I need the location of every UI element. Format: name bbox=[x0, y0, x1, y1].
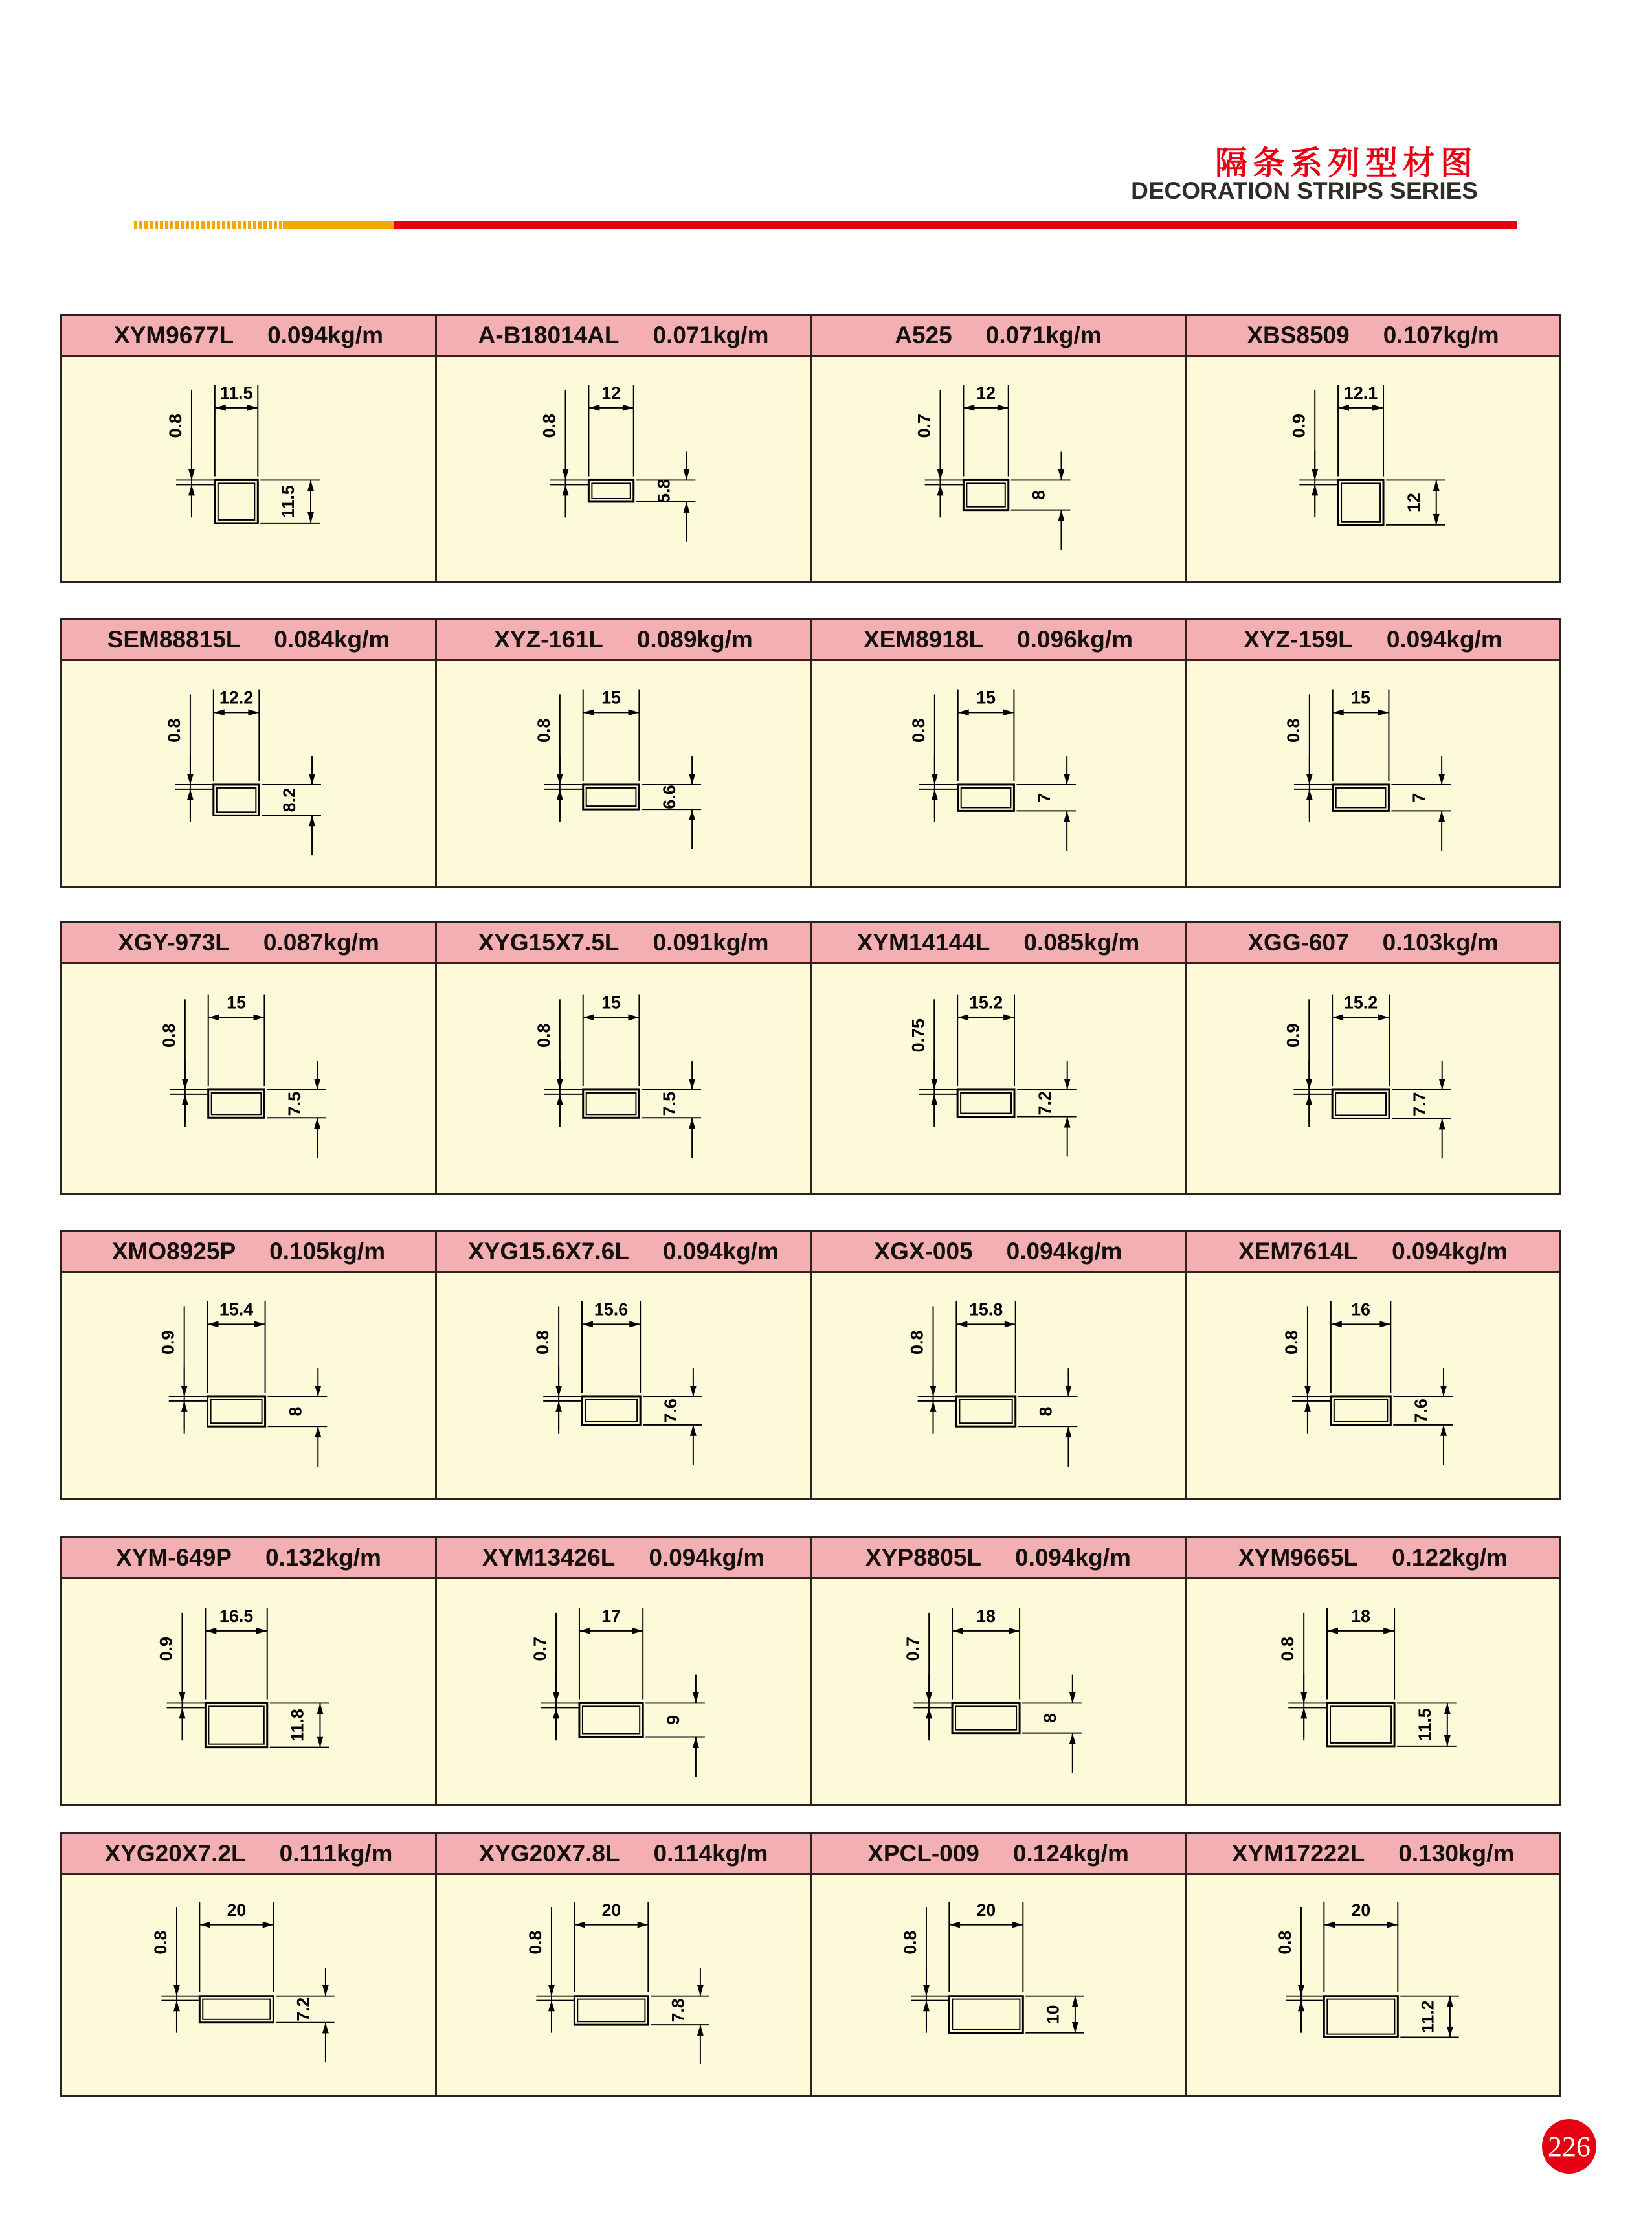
model-label: XBS8509 bbox=[1247, 322, 1350, 348]
height-dim-label: 7.5 bbox=[660, 1091, 680, 1116]
height-dim-label: 9 bbox=[664, 1714, 684, 1725]
profile-row bbox=[60, 921, 1561, 1195]
profile-outline bbox=[582, 1397, 640, 1425]
page-number-badge bbox=[1542, 2119, 1596, 2174]
cell-body bbox=[62, 1273, 435, 1498]
model-label: A525 bbox=[895, 322, 952, 348]
profile-drawing bbox=[812, 964, 1185, 1193]
cell-body bbox=[812, 661, 1185, 886]
profile-inner-wall bbox=[1335, 1093, 1386, 1116]
profile-cell bbox=[812, 1834, 1187, 2095]
profile-outline bbox=[199, 1996, 273, 2023]
weight-label: 0.071kg/m bbox=[653, 322, 769, 348]
cell-header bbox=[437, 620, 810, 661]
dimension-lines bbox=[1292, 1301, 1453, 1465]
profile-cell bbox=[437, 1232, 812, 1498]
profile-drawing bbox=[437, 964, 810, 1193]
model-label: XYM17222L bbox=[1231, 1840, 1365, 1867]
width-dim-label: 11.5 bbox=[219, 383, 253, 403]
profile-outline bbox=[205, 1703, 267, 1747]
height-dim-label: 8 bbox=[1029, 490, 1049, 500]
weight-label: 0.087kg/m bbox=[263, 929, 379, 956]
cell-body bbox=[812, 1273, 1185, 1498]
wall-dim-label: 0.8 bbox=[533, 718, 553, 743]
wall-dim-label: 0.9 bbox=[158, 1330, 178, 1355]
profile-row bbox=[60, 1832, 1561, 2097]
height-dim-label: 8 bbox=[285, 1406, 306, 1417]
profile-drawing bbox=[812, 1875, 1185, 2095]
profile-outline bbox=[949, 1996, 1023, 2033]
width-dim-label: 15.2 bbox=[968, 993, 1003, 1013]
width-dim-label: 20 bbox=[1351, 1900, 1371, 1920]
width-dim-label: 20 bbox=[601, 1900, 621, 1920]
cell-body bbox=[1187, 357, 1559, 581]
profile-drawing bbox=[62, 1273, 435, 1498]
height-dim-label: 7.6 bbox=[660, 1399, 680, 1423]
cell-body bbox=[812, 964, 1185, 1193]
cell-header bbox=[62, 1232, 435, 1273]
dimension-lines bbox=[1294, 689, 1451, 851]
profile-cell bbox=[62, 620, 437, 886]
model-label: XYP8805L bbox=[865, 1544, 981, 1571]
height-dim-label: 7.8 bbox=[668, 1998, 688, 2023]
profile-cell bbox=[62, 316, 437, 581]
dimension-lines bbox=[913, 1608, 1081, 1773]
profile-row bbox=[60, 314, 1561, 583]
wall-dim-label: 0.8 bbox=[900, 1930, 921, 1955]
profile-cell bbox=[1187, 1232, 1559, 1498]
profile-outline bbox=[583, 1090, 640, 1118]
profile-drawing bbox=[437, 661, 810, 886]
profile-drawing bbox=[812, 1579, 1185, 1804]
dimension-lines bbox=[919, 689, 1076, 851]
profile-outline bbox=[957, 1090, 1014, 1117]
width-dim-label: 20 bbox=[227, 1900, 247, 1920]
profile-inner-wall bbox=[211, 1400, 262, 1423]
model-label: XYM-649P bbox=[116, 1544, 232, 1571]
width-dim-label: 18 bbox=[976, 1606, 996, 1626]
profile-outline bbox=[574, 1996, 648, 2025]
cell-body bbox=[62, 964, 435, 1193]
cell-header bbox=[812, 1232, 1185, 1273]
page-title-english: DECORATION STRIPS SERIES bbox=[1131, 177, 1478, 204]
profile-inner-wall bbox=[218, 483, 255, 520]
dimension-lines bbox=[550, 385, 696, 542]
wall-dim-label: 0.8 bbox=[526, 1930, 546, 1955]
profile-outline bbox=[579, 1703, 643, 1737]
cell-body bbox=[62, 1579, 435, 1804]
profile-drawing bbox=[1187, 357, 1559, 581]
profile-inner-wall bbox=[217, 788, 256, 812]
profile-cell bbox=[437, 1538, 812, 1804]
profile-cell bbox=[62, 1834, 437, 2095]
width-dim-label: 20 bbox=[976, 1900, 996, 1920]
width-dim-label: 16 bbox=[1351, 1299, 1371, 1320]
profile-inner-wall bbox=[955, 1706, 1016, 1729]
height-dim-label: 11.2 bbox=[1418, 2000, 1438, 2033]
dimension-lines bbox=[175, 689, 321, 855]
width-dim-label: 12 bbox=[976, 383, 996, 403]
cell-header bbox=[812, 1834, 1185, 1875]
profile-row bbox=[60, 1230, 1561, 1500]
weight-label: 0.094kg/m bbox=[267, 322, 384, 348]
dimension-lines bbox=[1299, 385, 1445, 525]
weight-label: 0.071kg/m bbox=[985, 322, 1102, 348]
cell-body bbox=[62, 661, 435, 886]
cell-body bbox=[1187, 1579, 1559, 1804]
profile-outline bbox=[1327, 1703, 1394, 1746]
wall-dim-label: 0.7 bbox=[530, 1637, 550, 1661]
dimension-lines bbox=[176, 385, 320, 523]
profile-outline bbox=[1338, 480, 1383, 524]
profile-outline bbox=[214, 785, 260, 815]
profile-outline bbox=[1333, 785, 1389, 811]
width-dim-label: 12.1 bbox=[1343, 383, 1378, 403]
cell-header bbox=[62, 1538, 435, 1579]
profile-inner-wall bbox=[959, 1400, 1012, 1423]
profile-cell bbox=[812, 923, 1187, 1193]
profile-outline bbox=[963, 480, 1008, 510]
width-dim-label: 12.2 bbox=[219, 688, 254, 708]
profile-drawing bbox=[812, 357, 1185, 581]
width-dim-label: 15 bbox=[976, 688, 996, 708]
cell-body bbox=[437, 1579, 810, 1804]
profile-cell bbox=[62, 1538, 437, 1804]
wall-dim-label: 0.8 bbox=[164, 718, 184, 743]
profile-cell bbox=[62, 923, 437, 1193]
cell-header bbox=[437, 923, 810, 964]
profile-cell bbox=[1187, 923, 1559, 1193]
dimension-lines bbox=[169, 1301, 327, 1467]
height-dim-label: 8 bbox=[1040, 1713, 1060, 1724]
profile-outline bbox=[208, 1397, 265, 1426]
cell-body bbox=[437, 661, 810, 886]
height-dim-label: 7.5 bbox=[285, 1091, 305, 1116]
profile-drawing bbox=[62, 357, 435, 581]
profile-outline bbox=[1331, 1397, 1390, 1425]
weight-label: 0.094kg/m bbox=[1386, 626, 1502, 653]
profile-drawing bbox=[1187, 964, 1559, 1193]
wall-dim-label: 0.8 bbox=[1278, 1637, 1298, 1661]
profile-drawing bbox=[62, 964, 435, 1193]
profile-cell bbox=[62, 1232, 437, 1498]
profile-inner-wall bbox=[1327, 1999, 1394, 2034]
profile-cell bbox=[437, 316, 812, 581]
dimension-lines bbox=[925, 385, 1071, 550]
height-dim-label: 5.8 bbox=[654, 478, 674, 503]
model-label: XGY-973L bbox=[118, 929, 230, 956]
weight-label: 0.105kg/m bbox=[269, 1238, 386, 1265]
profile-drawing bbox=[1187, 661, 1559, 886]
profile-inner-wall bbox=[592, 483, 630, 499]
profile-outline bbox=[215, 480, 258, 523]
weight-label: 0.085kg/m bbox=[1023, 929, 1140, 956]
model-label: XYM9665L bbox=[1238, 1544, 1359, 1571]
cell-header bbox=[62, 1834, 435, 1875]
model-label: XYG20X7.8L bbox=[478, 1840, 620, 1867]
weight-label: 0.114kg/m bbox=[653, 1840, 768, 1867]
weight-label: 0.089kg/m bbox=[636, 626, 753, 653]
model-label: SEM88815L bbox=[107, 626, 241, 653]
wall-dim-label: 0.9 bbox=[1283, 1023, 1303, 1048]
wall-dim-label: 0.8 bbox=[1283, 718, 1303, 743]
dimension-lines bbox=[541, 1608, 705, 1777]
wall-dim-label: 0.8 bbox=[1275, 1930, 1295, 1955]
profile-inner-wall bbox=[586, 788, 636, 806]
profile-row bbox=[60, 1536, 1561, 1806]
model-label: XYG15.6X7.6L bbox=[468, 1238, 629, 1265]
dimension-lines bbox=[544, 994, 701, 1158]
width-dim-label: 18 bbox=[1351, 1606, 1371, 1626]
wall-dim-label: 0.8 bbox=[1282, 1330, 1302, 1355]
cell-header bbox=[1187, 923, 1559, 964]
model-label: XGX-005 bbox=[874, 1238, 973, 1265]
dimension-lines bbox=[543, 1301, 702, 1465]
width-dim-label: 15 bbox=[601, 688, 621, 708]
profile-inner-wall bbox=[1330, 1706, 1391, 1743]
width-dim-label: 15 bbox=[1351, 688, 1371, 708]
cell-header bbox=[1187, 1538, 1559, 1579]
model-label: XYG15X7.5L bbox=[478, 929, 620, 956]
weight-label: 0.107kg/m bbox=[1383, 322, 1499, 348]
profile-inner-wall bbox=[577, 1999, 645, 2022]
page-title-chinese: 隔条系列型材图 bbox=[1215, 145, 1478, 181]
model-label: XYM14144L bbox=[856, 929, 990, 956]
profile-drawing bbox=[812, 661, 1185, 886]
dimension-lines bbox=[161, 1902, 334, 2062]
profile-inner-wall bbox=[1334, 1400, 1388, 1422]
cell-header bbox=[437, 1538, 810, 1579]
cell-header bbox=[1187, 316, 1559, 357]
profile-cell bbox=[812, 1538, 1187, 1804]
height-dim-label: 12 bbox=[1403, 493, 1423, 513]
model-label: XYZ-161L bbox=[494, 626, 603, 653]
cell-header bbox=[62, 620, 435, 661]
height-dim-label: 11.5 bbox=[278, 485, 298, 519]
profile-drawing bbox=[437, 1875, 810, 2095]
cell-header bbox=[62, 316, 435, 357]
profile-drawing bbox=[437, 1273, 810, 1498]
width-dim-label: 15.8 bbox=[968, 1299, 1003, 1320]
dimension-lines bbox=[170, 994, 326, 1158]
profile-drawing bbox=[1187, 1579, 1559, 1804]
dimension-lines bbox=[919, 994, 1076, 1156]
model-label: XYZ-159L bbox=[1244, 626, 1353, 653]
cell-header bbox=[437, 316, 810, 357]
profile-cell bbox=[1187, 1538, 1559, 1804]
weight-label: 0.124kg/m bbox=[1012, 1840, 1129, 1867]
weight-label: 0.132kg/m bbox=[265, 1544, 381, 1571]
wall-dim-label: 0.9 bbox=[156, 1637, 176, 1661]
cell-header bbox=[812, 923, 1185, 964]
cell-header bbox=[62, 923, 435, 964]
height-dim-label: 10 bbox=[1043, 2005, 1063, 2024]
profile-cell bbox=[1187, 316, 1559, 581]
profile-cell bbox=[437, 620, 812, 886]
model-label: XEM8918L bbox=[863, 626, 984, 653]
weight-label: 0.094kg/m bbox=[649, 1544, 765, 1571]
profile-inner-wall bbox=[203, 1999, 270, 2019]
model-label: XYM13426L bbox=[482, 1544, 616, 1571]
cell-body bbox=[62, 357, 435, 581]
profile-cell bbox=[437, 923, 812, 1193]
height-dim-label: 6.6 bbox=[660, 785, 680, 809]
height-dim-label: 11.8 bbox=[287, 1709, 307, 1742]
width-dim-label: 17 bbox=[601, 1606, 621, 1626]
model-label: XPCL-009 bbox=[867, 1840, 979, 1867]
profile-outline bbox=[208, 1090, 265, 1118]
width-dim-label: 15.6 bbox=[594, 1299, 629, 1320]
height-dim-label: 11.5 bbox=[1414, 1708, 1434, 1742]
wall-dim-label: 0.8 bbox=[907, 1330, 927, 1355]
profile-drawing bbox=[62, 661, 435, 886]
wall-dim-label: 0.8 bbox=[166, 414, 186, 438]
profile-inner-wall bbox=[208, 1706, 263, 1744]
model-label: XEM7614L bbox=[1238, 1238, 1359, 1265]
weight-label: 0.096kg/m bbox=[1017, 626, 1133, 653]
profile-drawing bbox=[62, 1875, 435, 2095]
height-dim-label: 7.7 bbox=[1409, 1092, 1429, 1116]
profile-cell bbox=[812, 316, 1187, 581]
profile-outline bbox=[1324, 1996, 1398, 2038]
cell-body bbox=[1187, 1273, 1559, 1498]
cell-body bbox=[812, 1875, 1185, 2095]
wall-dim-label: 0.8 bbox=[533, 1023, 553, 1048]
dimension-lines bbox=[918, 1301, 1078, 1467]
weight-label: 0.094kg/m bbox=[1015, 1544, 1131, 1571]
profile-drawing bbox=[437, 1579, 810, 1804]
cell-body bbox=[1187, 661, 1559, 886]
width-dim-label: 12 bbox=[601, 383, 621, 403]
cell-body bbox=[437, 1273, 810, 1498]
dimension-lines bbox=[544, 689, 701, 849]
cell-header bbox=[812, 316, 1185, 357]
weight-label: 0.094kg/m bbox=[662, 1238, 779, 1265]
dimension-lines bbox=[1293, 994, 1451, 1158]
profile-cell bbox=[812, 1232, 1187, 1498]
profile-drawing bbox=[437, 357, 810, 581]
page-number: 226 bbox=[1548, 2130, 1591, 2163]
cell-body bbox=[812, 1579, 1185, 1804]
profile-inner-wall bbox=[966, 483, 1005, 506]
profile-cell bbox=[812, 620, 1187, 886]
cell-header bbox=[437, 1834, 810, 1875]
cell-body bbox=[1187, 964, 1559, 1193]
profile-cell bbox=[437, 1834, 812, 2095]
weight-label: 0.130kg/m bbox=[1398, 1840, 1515, 1867]
height-dim-label: 7 bbox=[1034, 793, 1055, 803]
cell-body bbox=[437, 964, 810, 1193]
model-label: XYM9677L bbox=[113, 322, 234, 348]
cell-body bbox=[437, 1875, 810, 2095]
cell-body bbox=[437, 357, 810, 581]
profile-outline bbox=[958, 785, 1014, 811]
dimension-lines bbox=[536, 1902, 709, 2064]
cell-body bbox=[812, 357, 1185, 581]
profile-row bbox=[60, 618, 1561, 888]
weight-label: 0.094kg/m bbox=[1392, 1238, 1508, 1265]
profile-inner-wall bbox=[212, 1093, 262, 1114]
height-dim-label: 7.6 bbox=[1411, 1399, 1431, 1423]
profile-drawing bbox=[62, 1579, 435, 1804]
cell-header bbox=[437, 1232, 810, 1273]
wall-dim-label: 0.8 bbox=[151, 1930, 171, 1955]
profile-inner-wall bbox=[952, 1999, 1020, 2030]
weight-label: 0.122kg/m bbox=[1392, 1544, 1508, 1571]
weight-label: 0.103kg/m bbox=[1382, 929, 1499, 956]
width-dim-label: 15 bbox=[227, 993, 247, 1013]
height-dim-label: 7 bbox=[1409, 793, 1429, 803]
width-dim-label: 15.2 bbox=[1343, 993, 1378, 1013]
profile-drawing bbox=[1187, 1273, 1559, 1498]
weight-label: 0.084kg/m bbox=[274, 626, 390, 653]
weight-label: 0.091kg/m bbox=[653, 929, 769, 956]
profile-cell bbox=[1187, 620, 1559, 886]
model-label: XYG20X7.2L bbox=[104, 1840, 246, 1867]
cell-header bbox=[812, 620, 1185, 661]
profile-cell bbox=[1187, 1834, 1559, 2095]
profile-outline bbox=[1332, 1090, 1389, 1119]
height-dim-label: 7.2 bbox=[1034, 1091, 1055, 1116]
cell-body bbox=[62, 1875, 435, 2095]
cell-header bbox=[1187, 620, 1559, 661]
height-dim-label: 7.2 bbox=[293, 1997, 313, 2021]
model-label: XGG-607 bbox=[1247, 929, 1349, 956]
wall-dim-label: 0.9 bbox=[1289, 414, 1309, 438]
profile-inner-wall bbox=[586, 1093, 636, 1114]
profile-inner-wall bbox=[961, 1093, 1011, 1114]
profile-inner-wall bbox=[961, 788, 1011, 807]
profile-outline bbox=[956, 1397, 1015, 1426]
profile-inner-wall bbox=[583, 1706, 640, 1733]
profile-drawing bbox=[1187, 1875, 1559, 2095]
wall-dim-label: 0.7 bbox=[903, 1637, 923, 1661]
weight-label: 0.094kg/m bbox=[1006, 1238, 1122, 1265]
wall-dim-label: 0.8 bbox=[533, 1330, 553, 1355]
cell-body bbox=[1187, 1875, 1559, 2095]
cell-header bbox=[1187, 1834, 1559, 1875]
profile-outline bbox=[952, 1703, 1020, 1733]
width-dim-label: 15.4 bbox=[219, 1299, 254, 1320]
width-dim-label: 16.5 bbox=[219, 1606, 254, 1626]
cell-header bbox=[812, 1538, 1185, 1579]
wall-dim-label: 0.8 bbox=[908, 718, 928, 743]
profile-drawing bbox=[812, 1273, 1185, 1498]
height-dim-label: 8.2 bbox=[280, 787, 300, 813]
wall-dim-label: 0.8 bbox=[539, 414, 559, 438]
profile-inner-wall bbox=[1336, 788, 1386, 807]
model-label: A-B18014AL bbox=[478, 322, 620, 348]
model-label: XMO8925P bbox=[111, 1238, 236, 1265]
profile-inner-wall bbox=[585, 1400, 637, 1422]
weight-label: 0.111kg/m bbox=[279, 1840, 393, 1867]
profile-inner-wall bbox=[1341, 483, 1380, 521]
height-dim-label: 8 bbox=[1036, 1406, 1056, 1417]
wall-dim-label: 0.75 bbox=[908, 1018, 928, 1053]
cell-header bbox=[1187, 1232, 1559, 1273]
width-dim-label: 15 bbox=[601, 993, 621, 1013]
wall-dim-label: 0.8 bbox=[159, 1023, 179, 1048]
wall-dim-label: 0.7 bbox=[914, 414, 934, 438]
